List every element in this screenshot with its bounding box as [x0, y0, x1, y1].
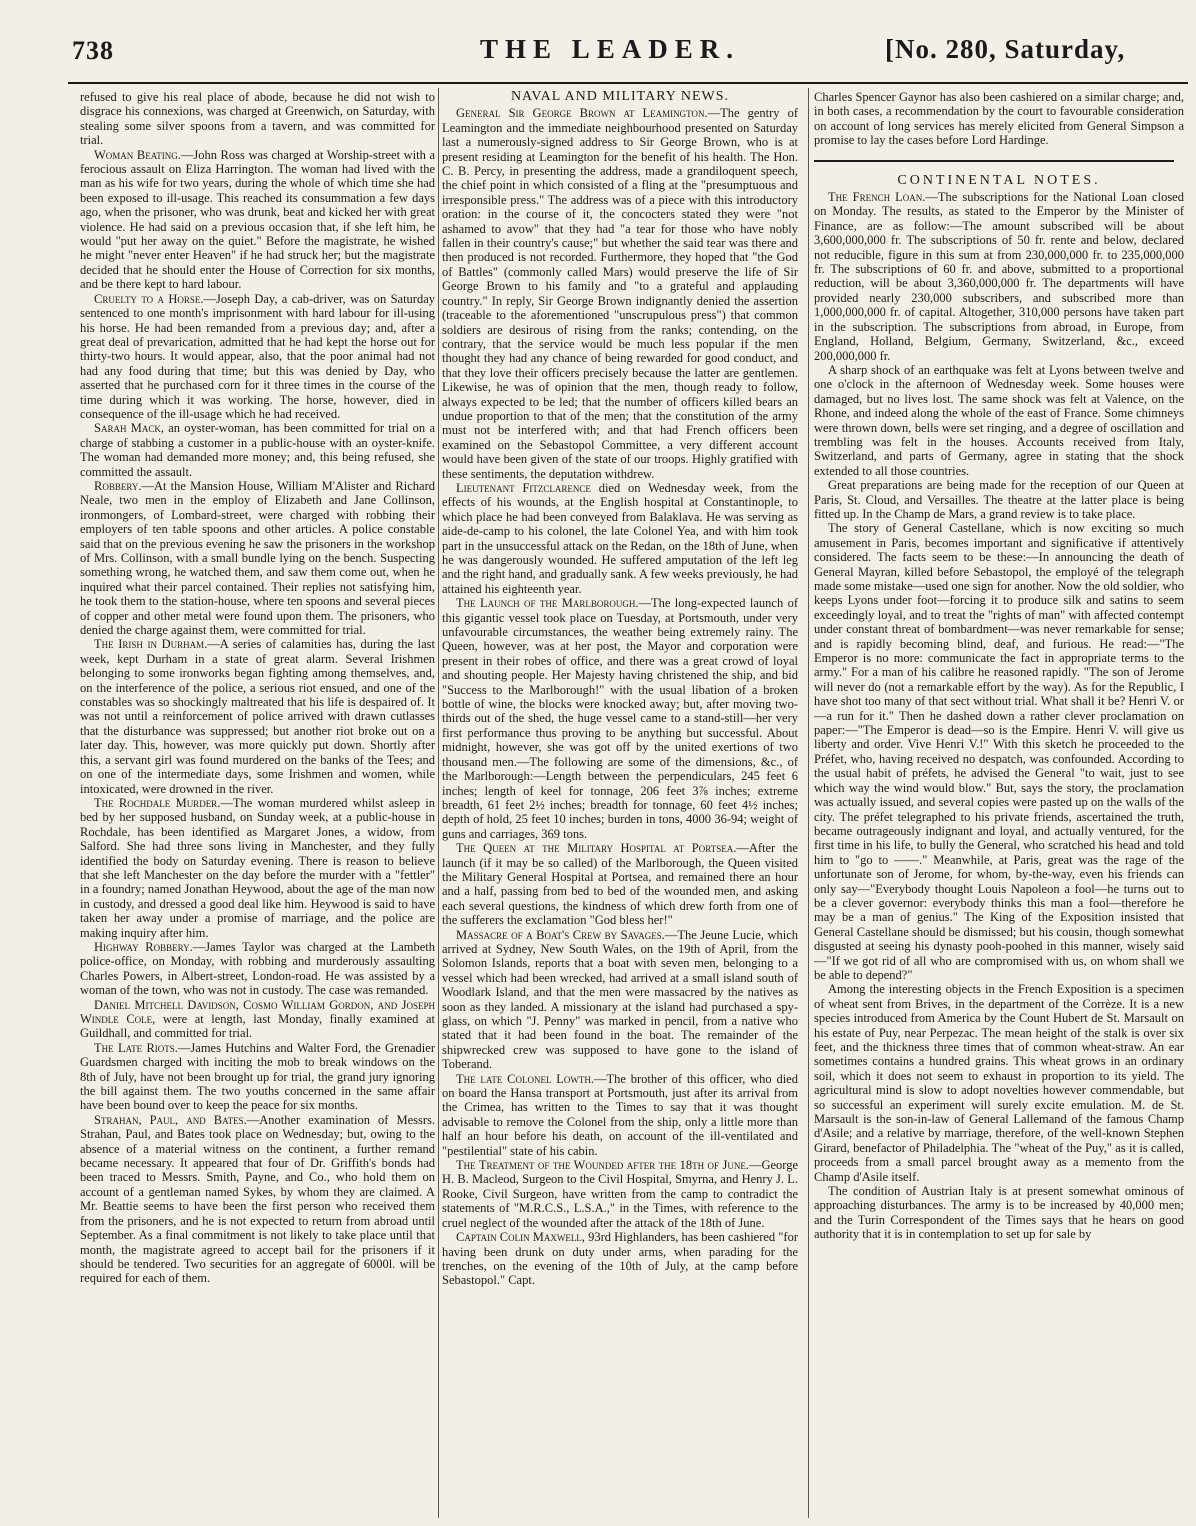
article-paragraph [80, 637, 435, 795]
section-separator [814, 160, 1174, 162]
column-divider [808, 88, 809, 1518]
article-paragraph [80, 292, 435, 422]
article-text: an oyster-woman, has been committed for trial on a charge of stabbing a customer in a public-house with an oyster-knife. The woman had demanded more money; and, this being refused, she committed the assault. [80, 421, 435, 479]
article-text: —Another examination of Messrs. Strahan, Paul, and Bates took place on Wednesday; but, owing to the absence of a material witness on the continent, a further remand became necessary. It appeared that four of Dr. Griffith's bonds had been traced to Messrs. Smith, Payne, and Co., who hold them on account of a gentleman named Sykes, by whom they are claimed. A Mr. Beattie seems to have been the first person who received them from the prisoners, and he is not expected to return from abroad until September. As a final commitment is not likely to take place until that month, the magistrate agreed to accept bail for the prisoners if it should be tendered. Two securities for an aggregate of 6000l. will be required for each of them. [80, 1112, 435, 1286]
article-paragraph [442, 106, 798, 481]
article-text: —The long-expected launch of this gigantic vessel took place on Tuesday, at Portsmouth, under very unfavourable circumstances, the weather being extremely rainy. The Queen, however, was at her post, the Mayor and corporation were present in their robes of office, and there was a great crowd of loyal and shouting people. Her Majesty having christened the ship, and bid "Success to the Marlborough!" with the usual libation of a broken bottle of wine, the blocks were knocked away; but, after moving two-thirds out of the shed, the huge vessel came to a stand-still—her very first performance thus proving to be anything but successful. About midnight, however, she was got off by the united exertions of two thousand men.—The following are some of the dimensions, &c., of the Marlborough:—Length between the perpendiculars, 245 feet 6 inches; length of keel for tonnage, 206 feet 3⅞ inches; extreme breadth, 61 feet 2½ inches; breadth for tonnage, 60 feet 4½ inches; depth of hold, 25 feet 10 inches; burden in tons, 4000 36-94; weight of guns and carriages, 369 tons. [442, 596, 798, 841]
article-lead: Captain Colin Maxwell, [456, 1230, 585, 1245]
article-text: —The gentry of Leamington and the immediate neighbourhood presented on Saturday last a numerously-signed address to Sir George Brown, who is at present residing at Leamington for the benefit of his health. The Hon. C. B. Percy, in presenting the address, made a grandiloquent speech, the chief point in which consisted of a fling at the "presumptuous and irresponsible press." The address was of a piece with this introductory oration: in the course of it, the concocters stated they were "not ashamed to avow" that they had "a tear for those who have nobly fallen in their country's cause;" but whether the said tear was there and then produced is not recorded. Furthermore, they hoped that "the God of Battles" (commonly called Mars) would preserve the life of Sir George Brown to his family and "to a grateful and applauding country." In reply, Sir George Brown indignantly denied the assertion (traceable to the aforementioned "unscrupulous press") that common soldiers are desirous of rising from the ranks; contending, on the contrary, that the service would be much less popular if the men thought they had any chance of being rewarded for good conduct, and that they love their officers precisely because the latter are gentlemen. Likewise, he was of opinion that the men, though ready to follow, always expected to be led; that the number of officers killed bears an undue proportion to that of the men; that the constitution of the army must not be interfered with; and that had French officers been examined on the Sebastopol Committee, a very different account would have been given of the state of our troops. Highly gratified with these sentiments, the deputation withdrew. [442, 106, 798, 481]
article-text: were at length, last Monday, finally examined at Guildhall, and committed for trial. [80, 1012, 435, 1041]
header-rule [68, 82, 1188, 84]
article-paragraph [442, 1072, 798, 1158]
article-text: 93rd Highlanders, has been cashiered "for having been drunk on duty under arms, when parading for the trenches, on the evening of the 10th of July, at the camp before Sebastopol." Capt. [442, 1230, 798, 1288]
article-lead: Cruelty to a Horse. [94, 291, 204, 306]
article-lead: General Sir George Brown at Leamington. [456, 106, 708, 121]
article-paragraph: The condition of Austrian Italy is at present somewhat ominous of approaching disturbances. The army is to be increased by 40,000 men; and the Turin Correspondent of the Times says that he hears on good authority that it is in contemplation to set up for sale by [814, 1184, 1184, 1242]
article-text: died on Wednesday week, from the effects of his wounds, at the English hospital at Constantinople, to which place he had been conveyed from Balaklava. He was serving as aide-de-camp to his colonel, the late Colonel Yea, and with him took part in the unsuccessful attack on the Redan, on the 18th of June, when he was dangerously wounded. He suffered amputation of the left leg and the right hand, and gradually sank. A few weeks previously, he had attained his eighteenth year. [442, 480, 798, 596]
article-lead: Woman Beating. [94, 147, 181, 162]
article-paragraph: refused to give his real place of abode, because he did not wish to disgrace his connexions, was charged at Greenwich, on Saturday, with stealing some silver spoons from a tavern, and was committed for trial. [80, 90, 435, 148]
article-lead: Strahan, Paul, and Bates. [94, 1112, 247, 1127]
article-paragraph [814, 190, 1184, 363]
article-paragraph [442, 841, 798, 927]
column-3 [814, 90, 1184, 1518]
article-text: —The Jeune Lucie, which arrived at Sydney, New South Wales, on the 19th of April, from the Solomon Islands, reports that a boat with seven men, belonging to a vessel which had been wrecked, had arrived at a small island south of Woodlark Island, and that the men were massacred by the natives as soon as they landed. A missionary at the island had purchased a spy-glass, on which "J. Penny" was marked in pencil, from a native who stated that it had been found in the boat. The remainder of the shipwrecked crew was supposed to have gone to the island of Toberand. [442, 927, 798, 1072]
article-paragraph [80, 940, 435, 998]
column-2 [442, 90, 798, 1518]
article-lead: Lieutenant Fitzclarence [456, 480, 591, 495]
article-paragraph: Among the interesting objects in the French Exposition is a specimen of wheat sent from Brives, in the department of the Corrèze. It is a new species introduced from America by the Count Hubert de St. Marsault on his estate of Puy, near Perpezac. The mean height of the stalk is over six feet, and the thickness three times that of common wheat-straw. An ear sometimes contains a hundred grains. This wheat grows in an ordinary soil, which it does not seem to exhaust in proportion to its yield. The agricultural mind is slow to adopt novelties however commendable, but so successful an experiment will surely excite emulation. M. de St. Marsault is the son-in-law of General Lallemand of the famous Champ d'Asile; and a relative by marriage, therefore, of the well-known Stephen Girard, benefactor of Philadelphia. The "wheat of the Puy," as it is called, proceeds from a small parcel brought away as a memento from the Champ d'Asile itself. [814, 982, 1184, 1184]
publication-title: THE LEADER. [479, 34, 741, 64]
article-paragraph [80, 998, 435, 1041]
article-paragraph: A sharp shock of an earthquake was felt at Lyons between twelve and one o'clock in the afternoon of Wednesday week. Some houses were damaged, but no lives lost. The same shock was felt at Valence, on the Rhone, and indeed along the whole of the east of France. Some chimneys were thrown down, bells were set ringing, and a degree of oscillation and trembling was felt in the houses. Accounts received from Italy, Switzerland, and parts of Germany, agree in stating that the shock extended to all those countries. [814, 362, 1184, 478]
article-paragraph [442, 928, 798, 1072]
article-paragraph [80, 479, 435, 637]
masthead [0, 0, 1196, 80]
article-paragraph [442, 481, 798, 596]
article-paragraph [80, 148, 435, 292]
article-lead: Highway Robbery. [94, 939, 193, 954]
article-text: —At the Mansion House, William M'Alister and Richard Neale, two men in the employ of Elizabeth and Jane Collinson, ironmongers, of Lombard-street, were charged with robbing their employers of ten table spoons and other articles. A police constable said that on the previous evening he saw the prisoners in the workshop of Mrs. Collinson, with a small bundle lying on the bench. Suspecting something wrong, he watched them, and saw them come out, when he inquired what their parcel contained. Their replies not satisfying him, he took them to the station-house, where ten spoons and several pieces of copper and other metal were found upon them. The prisoners, who denied the charge against them, were committed for trial. [80, 478, 435, 638]
article-lead: The Rochdale Murder. [94, 795, 221, 810]
article-text: —The woman murdered whilst asleep in bed by her supposed husband, on Sunday week, at a public-house in Rochdale, has been identified as Margaret Jones, a widow, from Salford. She had three sons living in Manchester, and they fully identified the body on Saturday evening. There is reason to believe that she left Manchester on the day before the murder with a "fettler" in a foundry; named Jonathan Heywood, about the age of the man now in custody, and dressed a good deal like him. Heywood is said to have taken her away under a promise of marriage, and the police are making inquiry after him. [80, 795, 435, 940]
article-paragraph: The story of General Castellane, which is now exciting so much amusement in Paris, becomes important and significative if attentively considered. The facts seem to be these:—In announcing the death of General Mayran, killed before Sebastopol, the employé of the telegraph made some mistake—used one sign for another. Now the old soldier, who keeps Lyons under foot—forcing it to produce silk and satins to seem exceedingly loyal, and to treat the "rights of man" with affected contempt under constant threat of bombardment—was never remarkable for sense; and is rapidly becoming blind, deaf, and furious. He read:—"The Emperor is no more: communicate the fact in appropriate terms to the army." For a man of his calibre he reasoned rapidly. "The son of Jerome will never do (not a remarkable effort by the way). As for the Republic, I have shot too many of that sect without trial. What shall it be? Henri V. or—a run for it." Then he dashed down a rather clever proclamation on paper:—"The Emperor is dead—so is the Empire. Henri V. will give us liberty and order. Vive Henri V.!" With this sketch he proceeded to the Préfet, who, having received no despatch, was confounded. According to the usual habit of préfets, he advised the General "to wait, just to see which way the wind would blow." But, says the story, the proclamation was actually issued, and several copies were pasted up on the walls of the city. The préfet telegraphed to his private friends, ascertained the truth, became outrageously indignant and loyal, and actually ventured, for the first time in his life, to bully the General, who scratched his head and told him to "go to ——." Meanwhile, at Paris, great was the rage of the unfortunate son of Jerome, for whom, by-the-way, even his friends can only say—"Everybody thought Louis Napoleon a fool—he turns out to be a clever governor: everybody thinks this man a fool—therefore he may be a man of genius." The King of the Exposition insisted that General Castellane should be dismissed; but his cousin, though somewhat disgusted at seeing his dynasty pooh-poohed in this manner, wisely said—"If we got rid of all who are compromised with us, on whom shall we be able to depend?" [814, 521, 1184, 982]
article-lead: The Irish in Durham. [94, 637, 208, 652]
article-paragraph [442, 1230, 798, 1288]
article-lead: The Launch of the Marlborough. [456, 596, 639, 611]
article-lead: The Late Riots. [94, 1040, 178, 1055]
article-lead: The late Colonel Lowth. [456, 1071, 595, 1086]
article-paragraph [80, 796, 435, 940]
article-lead: The Queen at the Military Hospital at Portsea. [456, 841, 737, 856]
article-text: —A series of calamities has, during the last week, kept Durham in a state of great alarm. Several Irishmen belonging to some ironworks began fighting among themselves, and, on the interference of the police, a serious riot ensued, and one of the constables was so shockingly maltreated that his life is despaired of. It was not until a reinforcement of police arrived with drawn cutlasses that the disturbance was suppressed; but another riot broke out on a later day. This, however, was more quickly put down. Shortly after this, a servant girl was found murdered on the banks of the Tees; and on one of the intermediate days, some Irishmen and women, while intoxicated, were drowned in the river. [80, 637, 435, 796]
column-divider [438, 88, 439, 1518]
article-lead: Sarah Mack, [94, 421, 164, 436]
article-text: —Joseph Day, a cab-driver, was on Saturday sentenced to one month's imprisonment with hard labour for ill-using his horse. He had been remanded from a previous day; and, after a great deal of prevarication, admitted that he had kept the horse out for thirty-two hours. It would appear, also, that the poor animal had not had any food during that time; but this was denied by Day, who asserted that he purchased corn for it three times in the course of the time during which it was working. The horse, however, died in consequence of the ill-usage which he had received. [80, 291, 435, 421]
article-text: —After the launch (if it may be so called) of the Marlborough, the Queen visited the Military General Hospital at Portsea, and remained there an hour and a half, passing from bed to bed of the wounded men, and asking each several questions, the kindness of which drew forth from one of the sufferers the exclamation "God bless her!" [442, 841, 798, 928]
article-paragraph [80, 1113, 435, 1286]
issue-info: [No. 280, Saturday, [885, 34, 1126, 64]
article-paragraph: Great preparations are being made for the reception of our Queen at Paris, St. Cloud, and Versailles. The theatre at the latter place is being fitted up. In the Champ de Mars, a grand review is to take place. [814, 478, 1184, 521]
article-text: —James Taylor was charged at the Lambeth police-office, on Monday, with robbing and murderously assaulting Charles Powers, in Albert-street, London-road. He was assisted by a woman of the town, who was not in custody. The case was remanded. [80, 939, 435, 998]
article-text: —George H. B. Macleod, Surgeon to the Civil Hospital, Smyrna, and Henry J. L. Rooke, Civil Surgeon, have written from the camp to contradict the statements of "M.R.C.S., L.S.A.," in the Times, with reference to the cruel neglect of the wounded after the attack of the 18th of June. [442, 1158, 798, 1230]
article-text: —The subscriptions for the National Loan closed on Monday. The results, as stated to the Emperor by the Minister of Finance, are as follow:—The amount subscribed will be about 3,600,000,000 fr. The subscriptions of 50 fr. rente and below, declared not reducible, figure in this sum at from 230,000,000 fr. to 235,000,000 fr. The subscriptions of 60 fr. and above, submitted to a proportional reduction, will be about 3,360,000,000 fr. The departments will have provided nearly 230,000 subscribers, and subscribed more than 1,000,000,000 fr. of capital. Altogether, 310,000 persons have taken part in the subscription. The subscriptions from abroad, in Europe, from England, Holland, Belgium, Germany, Switzerland, &c., exceed 200,000,000 fr. [814, 190, 1184, 363]
article-paragraph [442, 596, 798, 841]
article-text: —The brother of this officer, who died on board the Hansa transport at Portsmouth, just after its arrival from the Crimea, has written to the Times to say that it was thought advisable to remove the Colonel from the ship, only a little more than half an hour before his death, on account of the ill-ventilated and "pestilential" state of his cabin. [442, 1071, 798, 1158]
article-paragraph [80, 421, 435, 479]
section-heading: CONTINENTAL NOTES. [897, 172, 1101, 188]
article-lead: Massacre of a Boat's Crew by Savages. [456, 927, 665, 942]
article-lead: The Treatment of the Wounded after the 18th of June. [456, 1158, 749, 1173]
section-heading: NAVAL AND MILITARY NEWS. [510, 90, 730, 104]
article-lead: Daniel Mitchell Davidson, Cosmo William Gordon, and Joseph Windle Cole, [80, 997, 435, 1026]
article-text: —John Ross was charged at Worship-street with a ferocious assault on Eliza Harrington. The woman had lived with the man as his wife for two years, during the whole of which time she had been exposed to ill-usage. This reached its consummation a few days ago, when the prisoner, who was drunk, beat and kicked her with great violence. He had said on a previous occasion that, if she left him, he would "put her away on the quiet." Before the magistrate, he wished he might "never enter Heaven" if he had struck her; but the magistrate decided that he should enter the House of Correction for six months, and be there kept to hard labour. [80, 147, 435, 292]
article-paragraph: Charles Spencer Gaynor has also been cashiered on a similar charge; and, in both cases, a recommendation by the court to favourable consideration on account of long services has merely elicited from General Simpson a promise to lay the cases before Lord Hardinge. [814, 90, 1184, 148]
article-paragraph [80, 1041, 435, 1113]
article-lead: Robbery. [94, 478, 142, 493]
article-paragraph [442, 1158, 798, 1230]
column-1 [80, 90, 435, 1518]
page-number: 738 [72, 36, 114, 65]
article-lead: The French Loan. [828, 190, 926, 205]
article-text: —James Hutchins and Walter Ford, the Grenadier Guardsmen charged with inciting the mob to break windows on the 8th of July, have not been brought up for trial, the grand jury ignoring the bill against them. The two youths concerned in the same affair have been bound over to keep the peace for six months. [80, 1040, 435, 1113]
